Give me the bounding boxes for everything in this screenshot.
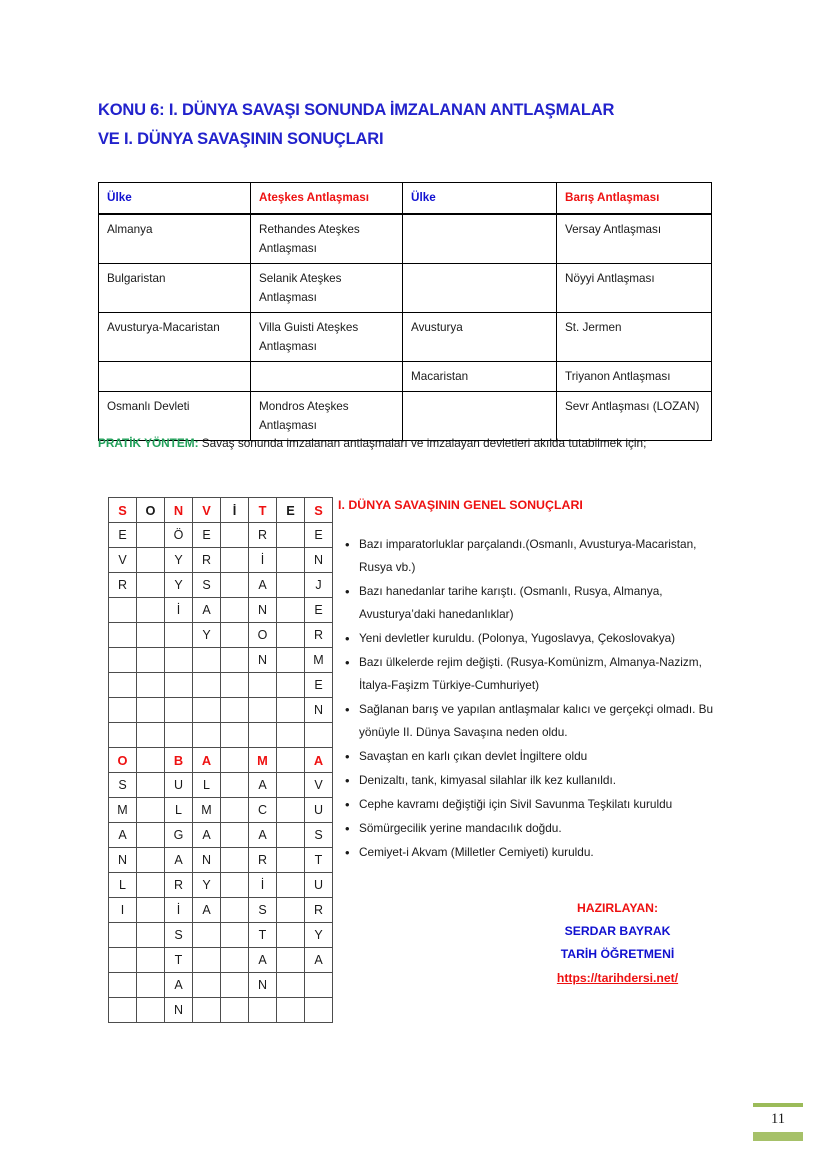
letter-grid-cell: M xyxy=(305,648,333,673)
practical-method-note xyxy=(98,432,730,455)
letter-grid-cell xyxy=(109,723,137,748)
letter-grid-cell xyxy=(221,598,249,623)
letter-grid-cell xyxy=(277,523,305,548)
cell-country-armistice: Almanya xyxy=(99,214,251,264)
letter-grid-cell xyxy=(193,648,221,673)
signature-block xyxy=(500,897,735,990)
letter-grid-cell xyxy=(137,798,165,823)
letter-grid-cell xyxy=(221,548,249,573)
letter-grid-cell: A xyxy=(109,823,137,848)
letter-grid-cell: İ xyxy=(165,898,193,923)
letter-grid-cell xyxy=(277,798,305,823)
page-title-line-1: KONU 6: I. DÜNYA SAVAŞI SONUNDA İMZALANAN ANTLAŞMALAR xyxy=(98,101,615,119)
letter-grid-cell: İ xyxy=(221,498,249,523)
bullet-icon: • xyxy=(345,749,350,764)
letter-grid-row xyxy=(109,823,333,848)
cell-armistice: Rethandes Ateşkes Antlaşması xyxy=(251,214,403,264)
letter-grid-cell xyxy=(137,823,165,848)
letter-grid-cell xyxy=(221,873,249,898)
letter-grid-cell xyxy=(165,648,193,673)
letter-grid-cell: E xyxy=(305,673,333,698)
letter-grid-cell: Y xyxy=(193,623,221,648)
letter-grid-cell: Y xyxy=(165,548,193,573)
letter-grid-cell: N xyxy=(193,848,221,873)
letter-grid-cell: A xyxy=(193,598,221,623)
agreements-table xyxy=(98,182,712,441)
letter-grid-cell xyxy=(277,748,305,773)
letter-grid-cell xyxy=(193,698,221,723)
letter-grid-row xyxy=(109,548,333,573)
letter-grid-cell xyxy=(277,973,305,998)
letter-grid-cell xyxy=(137,873,165,898)
letter-grid-cell xyxy=(193,923,221,948)
letter-grid-cell: S xyxy=(109,498,137,523)
table-row xyxy=(99,313,712,362)
practical-method-text: Savaş sonunda imzalanan antlaşmaları ve imzalayan devletleri akılda tutabilmek için; xyxy=(198,436,647,450)
letter-grid-cell xyxy=(109,948,137,973)
letter-grid-cell xyxy=(109,598,137,623)
letter-grid-cell xyxy=(109,623,137,648)
letter-grid-cell: A xyxy=(249,773,277,798)
bullet-icon: • xyxy=(345,797,350,812)
page-number-value: 11 xyxy=(771,1111,785,1127)
letter-grid-cell xyxy=(221,898,249,923)
letter-grid-cell xyxy=(277,723,305,748)
list-item xyxy=(338,769,733,792)
letter-grid-row xyxy=(109,523,333,548)
letter-grid-cell: A xyxy=(193,823,221,848)
letter-grid-cell: N xyxy=(109,848,137,873)
list-item-text: Cephe kavramı değiştiği için Sivil Savunma Teşkilatı kuruldu xyxy=(359,797,673,811)
letter-grid-row xyxy=(109,948,333,973)
letter-grid-row xyxy=(109,648,333,673)
letter-grid-cell xyxy=(221,623,249,648)
cell-country-peace xyxy=(403,214,557,264)
letter-grid-row xyxy=(109,673,333,698)
letter-grid-cell xyxy=(137,773,165,798)
letter-grid-cell xyxy=(137,923,165,948)
letter-grid-cell xyxy=(137,573,165,598)
list-item xyxy=(338,580,733,626)
cell-country-armistice: Bulgaristan xyxy=(99,264,251,313)
letter-grid-cell: İ xyxy=(249,873,277,898)
cell-armistice: Mondros Ateşkes Antlaşması xyxy=(251,392,403,441)
letter-grid-cell: O xyxy=(249,623,277,648)
letter-grid-cell: M xyxy=(109,798,137,823)
letter-grid-cell xyxy=(137,673,165,698)
letter-grid-cell: C xyxy=(249,798,277,823)
list-item-text: Bazı ülkelerde rejim değişti. (Rusya-Komünizm, Almanya-Nazizm, İtalya-Faşizm Türkiye-Cumhuriyet) xyxy=(359,655,702,692)
list-item xyxy=(338,841,733,864)
letter-grid-cell xyxy=(221,773,249,798)
letter-grid-row xyxy=(109,723,333,748)
letter-grid-cell xyxy=(221,573,249,598)
letter-grid-row xyxy=(109,623,333,648)
letter-grid-cell xyxy=(165,698,193,723)
letter-grid-cell xyxy=(277,698,305,723)
letter-grid-cell: E xyxy=(305,523,333,548)
letter-grid-cell xyxy=(277,998,305,1023)
table-row xyxy=(99,264,712,313)
cell-country-peace: Macaristan xyxy=(403,362,557,392)
letter-grid-cell xyxy=(221,998,249,1023)
letter-grid-cell: A xyxy=(165,973,193,998)
letter-grid-cell: A xyxy=(305,948,333,973)
letter-grid-cell xyxy=(277,948,305,973)
list-item xyxy=(338,627,733,650)
cell-armistice: Villa Guisti Ateşkes Antlaşması xyxy=(251,313,403,362)
list-item xyxy=(338,745,733,768)
letter-grid-cell: V xyxy=(305,773,333,798)
cell-country-armistice: Osmanlı Devleti xyxy=(99,392,251,441)
letter-grid-cell xyxy=(165,723,193,748)
letter-grid-cell: T xyxy=(249,498,277,523)
letter-grid-cell: R xyxy=(249,523,277,548)
list-item xyxy=(338,793,733,816)
letter-grid-cell xyxy=(165,673,193,698)
column-header-peace: Barış Antlaşması xyxy=(557,183,712,215)
cell-country-peace: Avusturya xyxy=(403,313,557,362)
cell-country-armistice xyxy=(99,362,251,392)
letter-grid-cell xyxy=(109,698,137,723)
letter-grid-cell: J xyxy=(305,573,333,598)
results-section xyxy=(338,498,733,865)
letter-grid-cell xyxy=(249,698,277,723)
letter-grid-cell xyxy=(193,948,221,973)
list-item xyxy=(338,533,733,579)
letter-grid-cell: T xyxy=(249,923,277,948)
cell-country-armistice: Avusturya-Macaristan xyxy=(99,313,251,362)
letter-grid-cell xyxy=(109,648,137,673)
letter-grid-cell: S xyxy=(193,573,221,598)
letter-grid-cell xyxy=(277,823,305,848)
table-row xyxy=(99,214,712,264)
letter-grid-cell xyxy=(249,723,277,748)
letter-grid-cell xyxy=(221,523,249,548)
letter-grid-header-row xyxy=(109,498,333,523)
letter-grid-cell xyxy=(109,923,137,948)
letter-grid-cell xyxy=(277,548,305,573)
letter-grid-cell xyxy=(221,848,249,873)
list-item-text: Savaştan en karlı çıkan devlet İngiltere oldu xyxy=(359,749,588,763)
letter-grid-cell: E xyxy=(193,523,221,548)
letter-grid-cell xyxy=(305,973,333,998)
letter-grid-cell: N xyxy=(305,698,333,723)
letter-grid-cell: R xyxy=(109,573,137,598)
letter-grid-cell: S xyxy=(165,923,193,948)
letter-grid-cell xyxy=(193,998,221,1023)
letter-grid-row xyxy=(109,873,333,898)
letter-grid-cell xyxy=(277,773,305,798)
letter-grid-cell xyxy=(193,673,221,698)
letter-grid-cell: R xyxy=(305,898,333,923)
letter-grid-cell: İ xyxy=(165,598,193,623)
author-role: TARİH ÖĞRETMENİ xyxy=(560,947,675,961)
list-item-text: Sağlanan barış ve yapılan antlaşmalar kalıcı ve gerçekçi olmadı. Bu yönüyle II. Dünya Savaşına neden oldu. xyxy=(359,702,714,739)
letter-grid-cell: O xyxy=(137,498,165,523)
bullet-icon: • xyxy=(345,773,350,788)
letter-grid-cell xyxy=(221,698,249,723)
page-title xyxy=(98,96,738,154)
letter-grid-cell: V xyxy=(109,548,137,573)
letter-grid-cell xyxy=(221,673,249,698)
page-number-bar-top xyxy=(753,1103,803,1107)
table-header-row xyxy=(99,183,712,215)
letter-grid-row xyxy=(109,898,333,923)
letter-grid-cell: E xyxy=(277,498,305,523)
letter-grid-cell: L xyxy=(193,773,221,798)
letter-grid-cell xyxy=(277,573,305,598)
letter-grid-cell: İ xyxy=(249,548,277,573)
letter-grid-cell xyxy=(137,973,165,998)
letter-grid-cell: Ö xyxy=(165,523,193,548)
letter-grid-cell: A xyxy=(193,898,221,923)
list-item-text: Sömürgecilik yerine mandacılık doğdu. xyxy=(359,821,562,835)
letter-grid-cell xyxy=(249,673,277,698)
letter-grid-cell: A xyxy=(165,848,193,873)
letter-grid-cell xyxy=(277,648,305,673)
letter-grid-cell xyxy=(193,973,221,998)
letter-grid-cell: S xyxy=(249,898,277,923)
letter-grid-cell: E xyxy=(305,598,333,623)
agreements-table-body xyxy=(99,214,712,441)
letter-grid-cell xyxy=(221,948,249,973)
letter-grid-cell: A xyxy=(249,573,277,598)
letter-grid-cell: Y xyxy=(305,923,333,948)
letter-grid-cell: N xyxy=(249,648,277,673)
agreements-table-head xyxy=(99,183,712,215)
letter-grid-row xyxy=(109,573,333,598)
letter-grid-cell: S xyxy=(305,823,333,848)
letter-grid-cell: M xyxy=(249,748,277,773)
letter-grid-cell xyxy=(137,623,165,648)
results-bullet-list xyxy=(338,533,733,864)
letter-grid-row xyxy=(109,998,333,1023)
letter-grid-cell xyxy=(221,923,249,948)
bullet-icon: • xyxy=(345,631,350,646)
letter-grid-cell xyxy=(249,998,277,1023)
cell-peace: Nöyyi Antlaşması xyxy=(557,264,712,313)
letter-grid-cell: Y xyxy=(193,873,221,898)
letter-grid-cell xyxy=(221,823,249,848)
footer-page-number xyxy=(753,1103,803,1141)
letter-grid-cell xyxy=(137,548,165,573)
letter-grid-cell xyxy=(305,998,333,1023)
letter-grid-cell xyxy=(221,798,249,823)
letter-grid-cell xyxy=(165,623,193,648)
letter-grid-cell xyxy=(137,523,165,548)
letter-grid-row xyxy=(109,598,333,623)
letter-grid-cell xyxy=(109,673,137,698)
letter-grid-cell xyxy=(221,748,249,773)
letter-grid-cell xyxy=(277,848,305,873)
list-item xyxy=(338,817,733,840)
letter-grid-cell xyxy=(137,648,165,673)
bullet-icon: • xyxy=(345,655,350,670)
letter-grid-cell: T xyxy=(165,948,193,973)
practical-method-label: PRATİK YÖNTEM: xyxy=(98,436,199,450)
column-header-country-peace: Ülke xyxy=(403,183,557,215)
letter-grid-cell: U xyxy=(305,873,333,898)
column-header-armistice: Ateşkes Antlaşması xyxy=(251,183,403,215)
letter-grid-cell xyxy=(305,723,333,748)
letter-grid-cell: S xyxy=(109,773,137,798)
letter-grid-cell: N xyxy=(165,998,193,1023)
cell-peace: Triyanon Antlaşması xyxy=(557,362,712,392)
letter-grid-cell xyxy=(109,998,137,1023)
letter-grid-cell xyxy=(277,598,305,623)
letter-grid-cell: Y xyxy=(165,573,193,598)
letter-grid-cell: B xyxy=(165,748,193,773)
list-item-text: Yeni devletler kuruldu. (Polonya, Yugoslavya, Çekoslovakya) xyxy=(359,631,676,645)
letter-grid-cell xyxy=(277,623,305,648)
letter-grid-row xyxy=(109,773,333,798)
letter-grid-cell: N xyxy=(249,598,277,623)
letter-grid-cell: N xyxy=(249,973,277,998)
letter-grid-row xyxy=(109,798,333,823)
letter-grid-cell: A xyxy=(305,748,333,773)
letter-grid-cell xyxy=(137,848,165,873)
bullet-icon: • xyxy=(345,702,350,717)
letter-grid-cell xyxy=(137,598,165,623)
letter-grid-cell: R xyxy=(193,548,221,573)
letter-grid-cell xyxy=(137,723,165,748)
table-row xyxy=(99,362,712,392)
letter-grid-cell: G xyxy=(165,823,193,848)
letter-grid-cell xyxy=(137,948,165,973)
list-item xyxy=(338,698,733,744)
cell-armistice xyxy=(251,362,403,392)
letter-grid-cell: L xyxy=(109,873,137,898)
letter-grid-cell: E xyxy=(109,523,137,548)
page-number-bar-bottom xyxy=(753,1132,803,1141)
letter-grid-cell xyxy=(277,873,305,898)
letter-grid-row xyxy=(109,923,333,948)
list-item-text: Denizaltı, tank, kimyasal silahlar ilk kez kullanıldı. xyxy=(359,773,617,787)
mnemonic-letter-grid xyxy=(108,497,333,1023)
letter-grid-row xyxy=(109,973,333,998)
letter-grid-cell: O xyxy=(109,748,137,773)
letter-grid-cell: S xyxy=(305,498,333,523)
letter-grid-cell: A xyxy=(249,823,277,848)
letter-grid-cell xyxy=(137,898,165,923)
letter-grid-cell xyxy=(277,673,305,698)
letter-grid-cell: V xyxy=(193,498,221,523)
letter-grid-row xyxy=(109,698,333,723)
cell-armistice: Selanik Ateşkes Antlaşması xyxy=(251,264,403,313)
letter-grid-row xyxy=(109,848,333,873)
column-header-country-armistice: Ülke xyxy=(99,183,251,215)
letter-grid-cell xyxy=(277,898,305,923)
letter-grid-cell xyxy=(193,723,221,748)
letter-grid-cell: I xyxy=(109,898,137,923)
mnemonic-letter-grid-body xyxy=(109,498,333,1023)
letter-grid-cell xyxy=(221,723,249,748)
page-title-line-2: VE I. DÜNYA SAVAŞININ SONUÇLARI xyxy=(98,130,384,148)
letter-grid-cell: T xyxy=(305,848,333,873)
letter-grid-cell: A xyxy=(193,748,221,773)
letter-grid-cell: R xyxy=(165,873,193,898)
letter-grid-cell xyxy=(137,748,165,773)
list-item xyxy=(338,651,733,697)
letter-grid-cell: N xyxy=(305,548,333,573)
cell-country-peace xyxy=(403,264,557,313)
letter-grid-cell xyxy=(221,973,249,998)
cell-peace: Versay Antlaşması xyxy=(557,214,712,264)
letter-grid-cell xyxy=(109,973,137,998)
bullet-icon: • xyxy=(345,821,350,836)
bullet-icon: • xyxy=(345,845,350,860)
results-heading: I. DÜNYA SAVAŞININ GENEL SONUÇLARI xyxy=(338,498,583,512)
letter-grid-cell: U xyxy=(165,773,193,798)
list-item-text: Bazı imparatorluklar parçalandı.(Osmanlı, Avusturya-Macaristan, Rusya vb.) xyxy=(359,537,697,574)
letter-grid-cell xyxy=(221,648,249,673)
letter-grid-cell: A xyxy=(249,948,277,973)
letter-grid-cell: U xyxy=(305,798,333,823)
author-website-link[interactable]: https://tarihdersi.net/ xyxy=(556,971,679,985)
letter-grid-header-row xyxy=(109,748,333,773)
author-name: SERDAR BAYRAK xyxy=(564,924,671,938)
prepared-by-label: HAZIRLAYAN: xyxy=(576,901,659,915)
letter-grid-cell: R xyxy=(249,848,277,873)
letter-grid-cell: L xyxy=(165,798,193,823)
bullet-icon: • xyxy=(345,537,350,552)
letter-grid-cell: M xyxy=(193,798,221,823)
letter-grid-cell: N xyxy=(165,498,193,523)
cell-peace: St. Jermen xyxy=(557,313,712,362)
bullet-icon: • xyxy=(345,584,350,599)
letter-grid-cell: R xyxy=(305,623,333,648)
cell-peace: Sevr Antlaşması (LOZAN) xyxy=(557,392,712,441)
list-item-text: Bazı hanedanlar tarihe karıştı. (Osmanlı, Rusya, Almanya, Avusturya’daki hanedanlıklar) xyxy=(359,584,663,621)
list-item-text: Cemiyet-i Akvam (Milletler Cemiyeti) kuruldu. xyxy=(359,845,594,859)
letter-grid-cell xyxy=(137,698,165,723)
letter-grid-cell xyxy=(137,998,165,1023)
letter-grid-cell xyxy=(277,923,305,948)
